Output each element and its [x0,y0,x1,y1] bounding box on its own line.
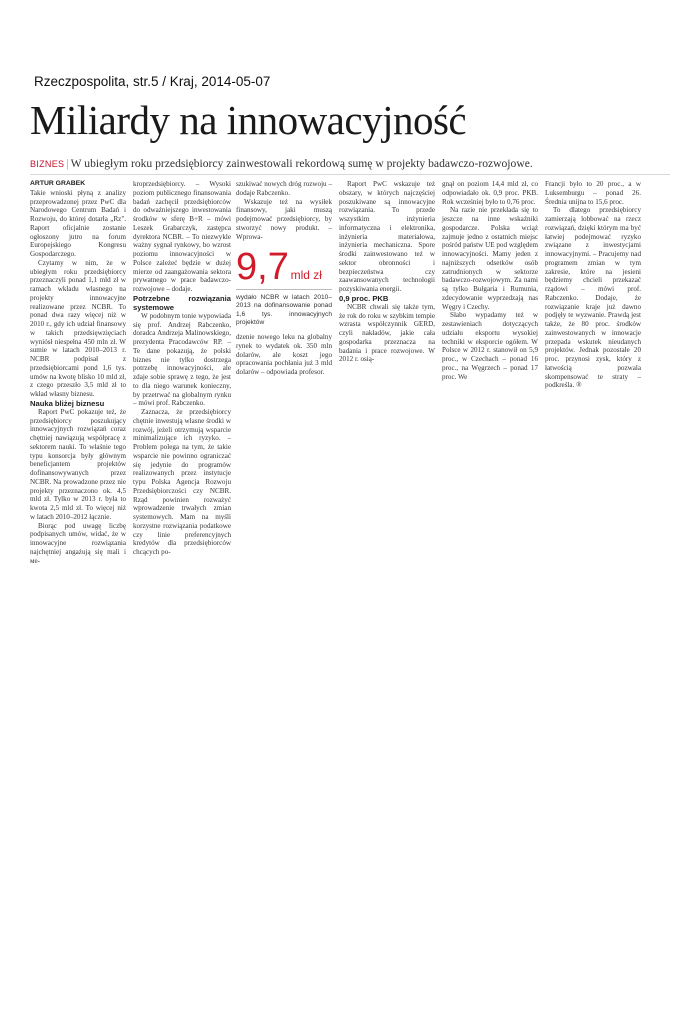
stat-unit: mld zł [290,268,322,283]
byline: ARTUR GRABEK [30,180,86,187]
paragraph: Francji było to 20 proc., a w Luksemburgu – ponad 26. Średnia unijna to 15,6 proc. [545,180,641,206]
paragraph: Biorąc pod uwagę liczbę podpisanych umów, widać, że w innowacyjne rozwiązania najchętniej angażują się mali i ме- [30,521,126,565]
lead-divider [30,174,670,175]
article-column-4 [339,180,435,364]
lead [30,157,670,171]
lead-text: W ubiegłym roku przedsiębiorcy zainwestowali rekordową sumę w projekty badawczo-rozwojowe. [70,157,533,170]
paragraph: Na razie nie przekłada się to jeszcze na inne wskaźniki gospodarcze. Polska wciąż zajmuje jedno z ostatnich miejsc pośród państw UE pod względem innowacyjności. Mamy jeden z najniższych odsetków osób zatrudnionych w sektorze badawczo-rozwojowym. Za nami są tylko Bułgaria i Rumunia, zdecydowanie wyprzedzają nas Węgry i Czechy. [442,206,538,311]
headline: Miliardy na innowacyjność [30,97,467,143]
source-line: Rzeczpospolita, str.5 / Kraj, 2014-05-07 [34,74,271,89]
subheading: Nauka bliżej biznesu [30,398,105,408]
article-column-6 [545,180,641,390]
paragraph: dzenie nowego leku na globalny rynek to wydatek ok. 350 mln dolarów, ale koszt jego opracowania pochłania już 3 mld dolarów – odpowiada profesor. [236,333,332,377]
paragraph: Czytamy w nim, że w ubiegłym roku przedsiębiorcy przeznaczyli ponad 1,1 mld zł w ramach wkładu własnego na projekty innowacyjne realizowane przez NCBR. To ponad dwa razy więcej niż w 2010 r., gdy ich udział finansowy w takich przedsięwzięciach wyniósł niespełna 450 mln zł. W sumie w latach 2010–2013 r. NCBR podpisał z przedsiębiorcami pond 1,6 tys. umów na kwotę blisko 10 mld zł, z czego przeszło 3,5 mld zł to wkład własny biznesu. [30,258,126,398]
paragraph: W podobnym tonie wypowiada się prof. Andrzej Rabczenko, doradca Andrzeja Malinowskiego, prezydenta Pracodawców RP. – Te dane pokazują, że polski biznes nie tylko dostrzega potrzebę innowacyjności, ale zdaje sobie sprawę z tego, że jest to dla niego warunek konieczny, by przetrwać na globalnym rynku – mówi prof. Rabczenko. [133,311,231,408]
paragraph: Wskazuje też na wysiłek finansowy, jaki muszą podejmować przedsiębiorcy, by stworzyć nowy produkt. – Wprowa- [236,197,332,241]
paragraph: To dlatego przedsiębiorcy zamierzają lobbować na rzecz rozwiązań, dzięki którym ma być łatwiej podejmować ryzyko związane z inwestycjami innowacyjnymi. – Pracujemy nad programem zmian w tym zakresie, które na jesieni będziemy chcieli przekazać rządowi – mówi prof. Rabczenko. Dodaje, że rozwiązanie kraje już dawno podjęły te wyzwanie. Prawdą jest także, że 80 proc. środków zainwestowanych w innowacje przepada wskutek nieudanych projektów. Jednak pozostałe 20 proc. przynosi zysk, który z łatwością pozwala skompensować te straty – podkreśla. ® [545,206,641,390]
article-column-2 [133,180,231,557]
paragraph: Słabo wypadamy też w zestawieniach dotyczących udziału eksportu wysokiej techniki w eksporcie ogółem. W Polsce w 2012 r. stanowił on 5,9 proc., w Czechach – ponad 16 proc., na Węgrzech – ponad 17 proc. We [442,311,538,381]
subheading: 0,9 proc. PKB [339,293,389,303]
stat-value: 9,7 [236,246,289,289]
article-column-3 [236,180,332,377]
stat-box [236,247,332,327]
paragraph: Raport PwC wskazuje też obszary, w których najczęściej poszukiwane są innowacyjne rozwiązania. To przede wszystkim inżynieria informatyczna i elektronika, inżynieria materiałowa, inżynieria mechaniczna. Spore środki zainwestowano też w sektor obronności i bezpieczeństwa czy zaawansowanych technologii pozyskiwania energii. [339,180,435,293]
stat-divider [236,289,332,290]
paragraph: Takie wnioski płyną z analizy przeprowadzonej przez PwC dla Narodowego Centrum Badań i Rozwoju, do której dotarła „Rz". Raport oficjalnie zostanie ogłoszony jutro na forum Europejskiego Kongresu Gospodarczego. [30,188,126,258]
section-label: BIZNES [30,159,65,169]
article-column-5 [442,180,538,381]
article-column-1 [30,180,126,565]
paragraph: Zaznacza, że przedsiębiorcy chętnie inwestują własne środki w rozwój, jeżeli otrzymują wsparcie minimalizujące ich ryzyko. – Problem polega na tym, że takie wsparcie nie powinno ograniczać się jedynie do programów realizowanych przez instytucje typu Polska Agencja Rozwoju Przedsiębiorczości czy NCBR. Rząd powinien rozważyć wprowadzenie trwałych zmian systemowych. Mam na myśli korzystne rozwiązania podatkowe czy linie preferencyjnych kredytów dla przedsiębiorców chcących po- [133,408,231,556]
stat-caption: wydało NCBR w latach 2010–2013 na dofinansowanie ponad 1,6 tys. innowacyjnych projektów [236,294,332,326]
paragraph: kroprzedsiębiorcy. – Wysoki poziom publicznego finansowania badań zachęcił przedsiębiorców do odważniejszego inwestowania środków w sferę B+R – mówi Leszek Grabarczyk, zastępca dyrektora NCBR. – To niezwykle ważny sygnał rynkowy, bo wzrost poziomu innowacyjności w Polsce zależeć będzie w dużej mierze od zaangażowania sektora prywatnego w prace badawczo-rozwojowe – dodaje. [133,180,231,293]
paragraph: gnął on poziom 14,4 mld zł, co odpowiadało ok. 0,9 proc. PKB. Rok wcześniej było to 0,76 proc. [442,180,538,206]
paragraph: szukiwać nowych dróg rozwoju – dodaje Rabczenko. [236,180,332,197]
paragraph: NCBR chwali się także tym, że rok do roku w szybkim tempie wzrasta współczynnik GERD, czyli nakładów, jakie cała gospodarka przeznacza na badania i prace rozwojowe. W 2012 r. osią- [339,302,435,364]
subheading: Potrzebne rozwiązania systemowe [133,293,231,312]
paragraph: Raport PwC pokazuje też, że przedsiębiorcy poszukujący innowacyjnych rozwiązań coraz chętniej nawiązują współpracę z sektorem nauki. To właśnie tego typu konsorcja były głównym beneficjantem projektów dofinansowywanych przez NCBR. Na prowadzone przez nie projekty przeznaczono ok. 4,5 mld zł. Tylko w 2013 r. była to kwota 2,5 mld zł. To więcej niż w latach 2010–2012 łącznie. [30,407,126,521]
separator: | [66,157,69,170]
